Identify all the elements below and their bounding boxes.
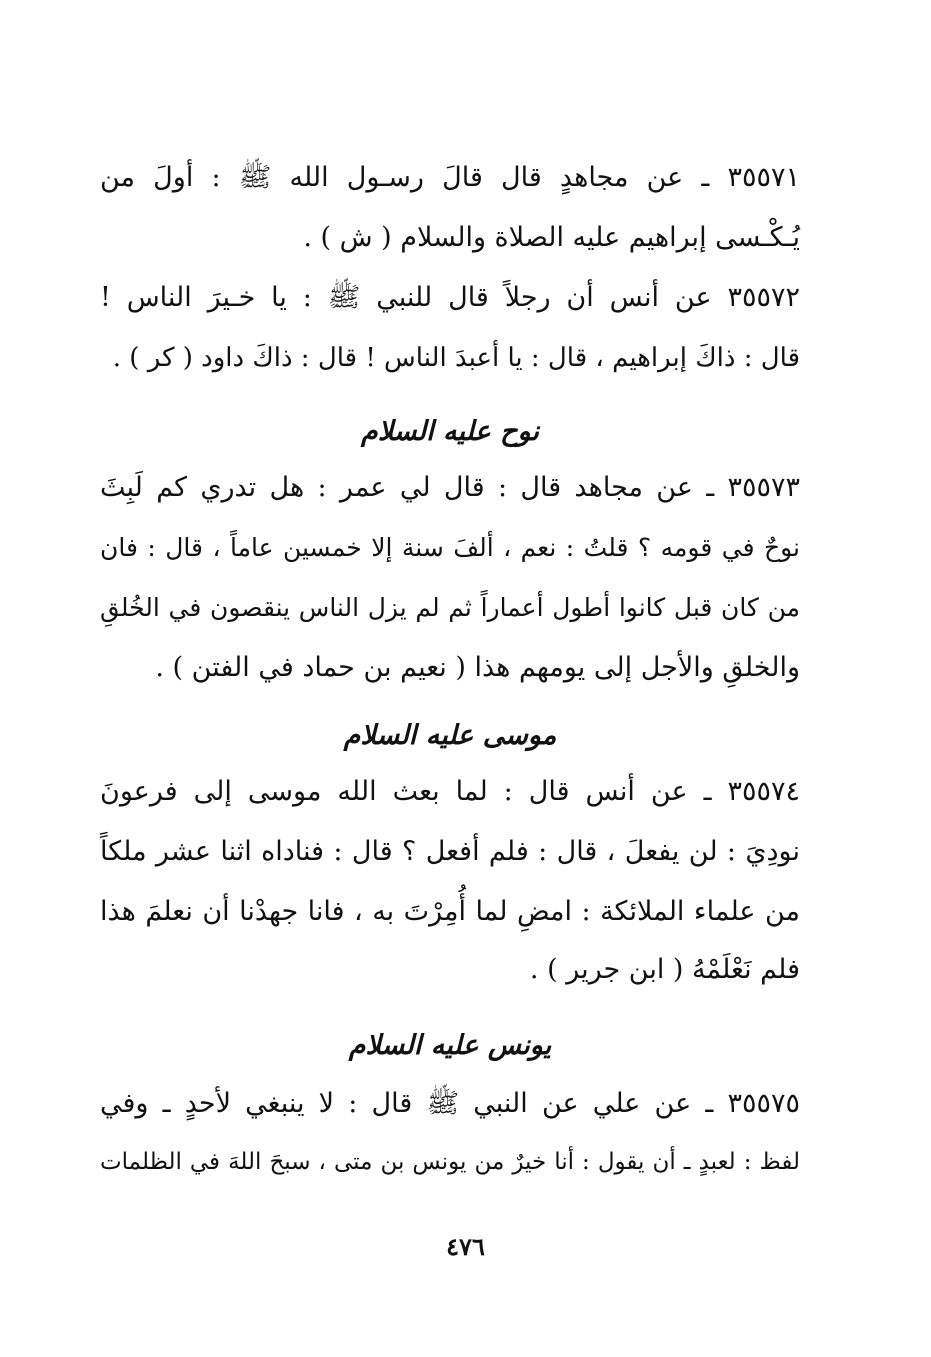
hadith-35573-line-1: ٣٥٥٧٣ ـ عن مجاهد قال : قال لي عمر : هل تدري كم لَبِثَ [100, 472, 800, 503]
hadith-35571-line-2: يُـكْـسى إبراهيم عليه الصلاة والسلام ( ش ) . [303, 222, 800, 253]
hadith-35571-line-1: ٣٥٥٧١ ـ عن مجاهدٍ قال قالَ رسـول الله ﷺ : أولَ من [100, 162, 800, 193]
page-number: ٤٧٦ [446, 1232, 485, 1261]
hadith-35573-line-4: والخلقِ والأجل إلى يومهم هذا ( نعيم بن حماد في الفتن ) . [155, 652, 800, 683]
hadith-35575-line-1: ٣٥٥٧٥ ـ عن علي عن النبي ﷺ قال : لا ينبغي لأحدٍ ـ وفي [100, 1088, 800, 1119]
hadith-35572-line-2: قال : ذاكَ إبراهيم ، قال : يا أعبدَ الناس ! قال : ذاكَ داود ( كر ) . [112, 343, 800, 373]
hadith-35573-line-2: نوحٌ في قومه ؟ قلتُ : نعم ، ألفَ سنة إلا خمسين عاماً ، قال : فان [100, 533, 800, 562]
hadith-35573-line-3: من كان قبل كانوا أطول أعماراً ثم لم يزل الناس ينقصون في الخُلقِ [100, 593, 800, 622]
hadith-35574-line-3: من علماء الملائكة : امضِ لما أُمِرْتَ به ، فانا جهدْنا أن نعلمَ هذا [100, 896, 800, 927]
hadith-35574-line-4: فلم نَعْلَمْهُ ( ابن جرير ) . [529, 954, 800, 985]
hadith-35572-line-1: ٣٥٥٧٢ عن أنس أن رجلاً قال للنبي ﷺ : يا خـيرَ الناس ! [100, 282, 800, 313]
hadith-35574-line-1: ٣٥٥٧٤ ـ عن أنس قال : لما بعث الله موسى إلى فرعونَ [100, 776, 800, 807]
section-heading-musa: موسى عليه السلام [343, 720, 557, 751]
section-heading-nuh: نوح عليه السلام [360, 416, 539, 447]
hadith-35575-line-2: لفظ : لعبدٍ ـ أن يقول : أنا خيرٌ من يونس بن متى ، سبحَ اللهَ في الظلمات [100, 1149, 800, 1175]
section-heading-yunus: يونس عليه السلام [348, 1030, 552, 1061]
hadith-35574-line-2: نودِيَ : لن يفعلَ ، قال : فلم أفعل ؟ قال : فناداه اثنا عشر ملكاً [100, 836, 800, 867]
